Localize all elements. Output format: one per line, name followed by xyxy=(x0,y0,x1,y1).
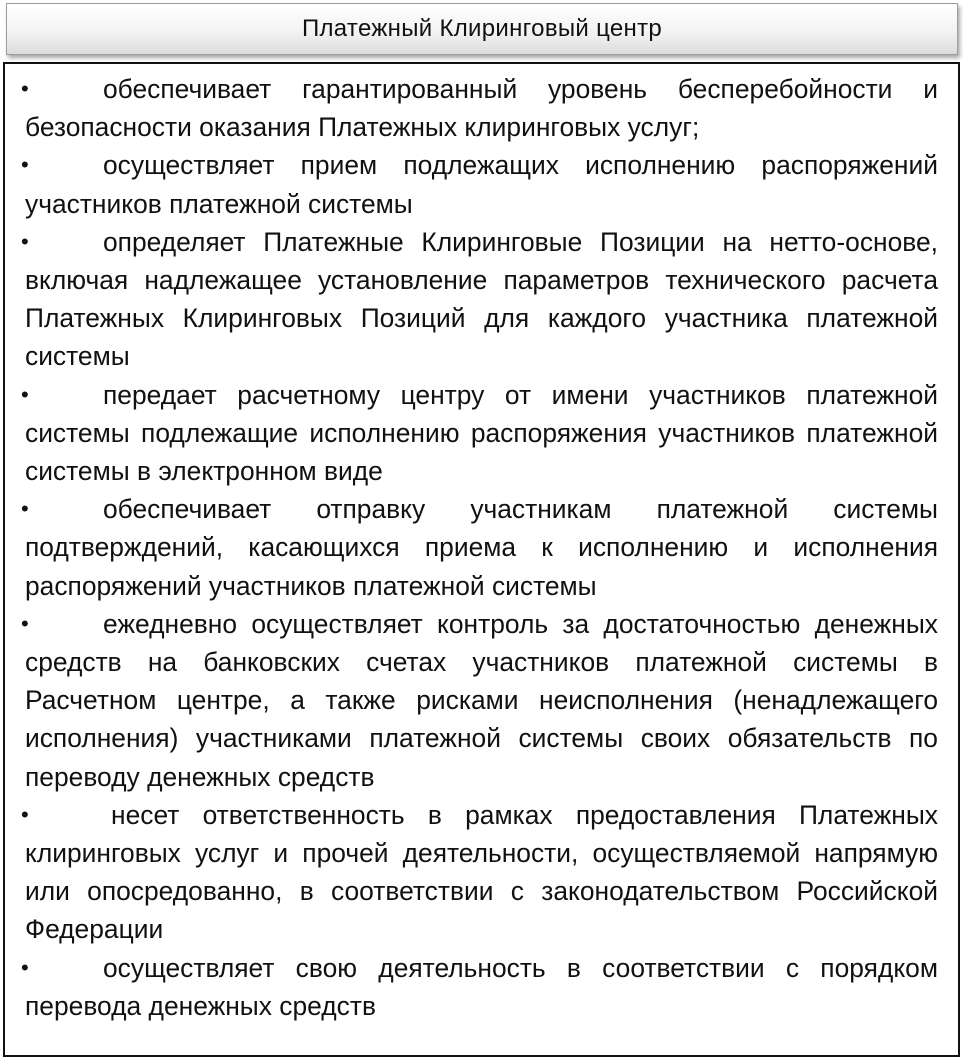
page-title: Платежный Клиринговый центр xyxy=(301,15,663,42)
list-item xyxy=(21,605,938,796)
duties-panel xyxy=(3,62,960,1057)
list-item xyxy=(21,376,938,491)
list-item xyxy=(21,70,938,146)
list-item-text: ежедневно осуществляет контроль за достаточностью денежных средств на банковских счетах участников платежной системы в Расчетном центре, а также рисками неисполнения (ненадлежащего исполнения) участниками платежной системы своих обязательств по переводу денежных средств xyxy=(25,608,938,792)
list-item xyxy=(21,490,938,605)
bullet-icon: • xyxy=(21,76,29,101)
list-item-text: передает расчетному центру от имени участников платежной системы подлежащие исполнению распоряжения участников платежной системы в электронном виде xyxy=(25,379,938,487)
bullet-icon: • xyxy=(21,610,29,636)
list-item-text: определяет Платежные Клиринговые Позиции на нетто-основе, включая надлежащее установление параметров технического расчета Платежных Клиринговых Позиций для каждого участника платежной системы xyxy=(25,226,938,372)
bullet-icon: • xyxy=(21,152,29,178)
list-item xyxy=(21,949,938,1025)
list-item-text: несет ответственность в рамках предоставления Платежных клиринговых услуг и прочей деятельности, осуществляемой напрямую или опосредованно, в соответствии с законодательством Российской Федерации xyxy=(25,799,938,945)
list-item-text: обеспечивает отправку участникам платежной системы подтверждений, касающихся приема к исполнению и исполнения распоряжений участников платежной системы xyxy=(25,494,938,601)
bullet-icon: • xyxy=(21,381,29,407)
bullet-icon: • xyxy=(21,228,29,254)
header-box xyxy=(6,3,958,55)
bullet-icon: • xyxy=(21,496,29,522)
list-item-text: осуществляет свою деятельность в соответствии с порядком перевода денежных средств xyxy=(25,952,938,1021)
list-item xyxy=(21,796,938,949)
list-item-text: осуществляет прием подлежащих исполнению распоряжений участников платежной системы xyxy=(25,150,938,219)
bullet-icon: • xyxy=(21,801,29,827)
bullet-icon: • xyxy=(21,954,29,980)
list-item xyxy=(21,223,938,376)
list-item-text: обеспечивает гарантированный уровень бесперебойности и безопасности оказания Платежных клиринговых услуг; xyxy=(25,74,938,143)
list-item xyxy=(21,146,938,222)
